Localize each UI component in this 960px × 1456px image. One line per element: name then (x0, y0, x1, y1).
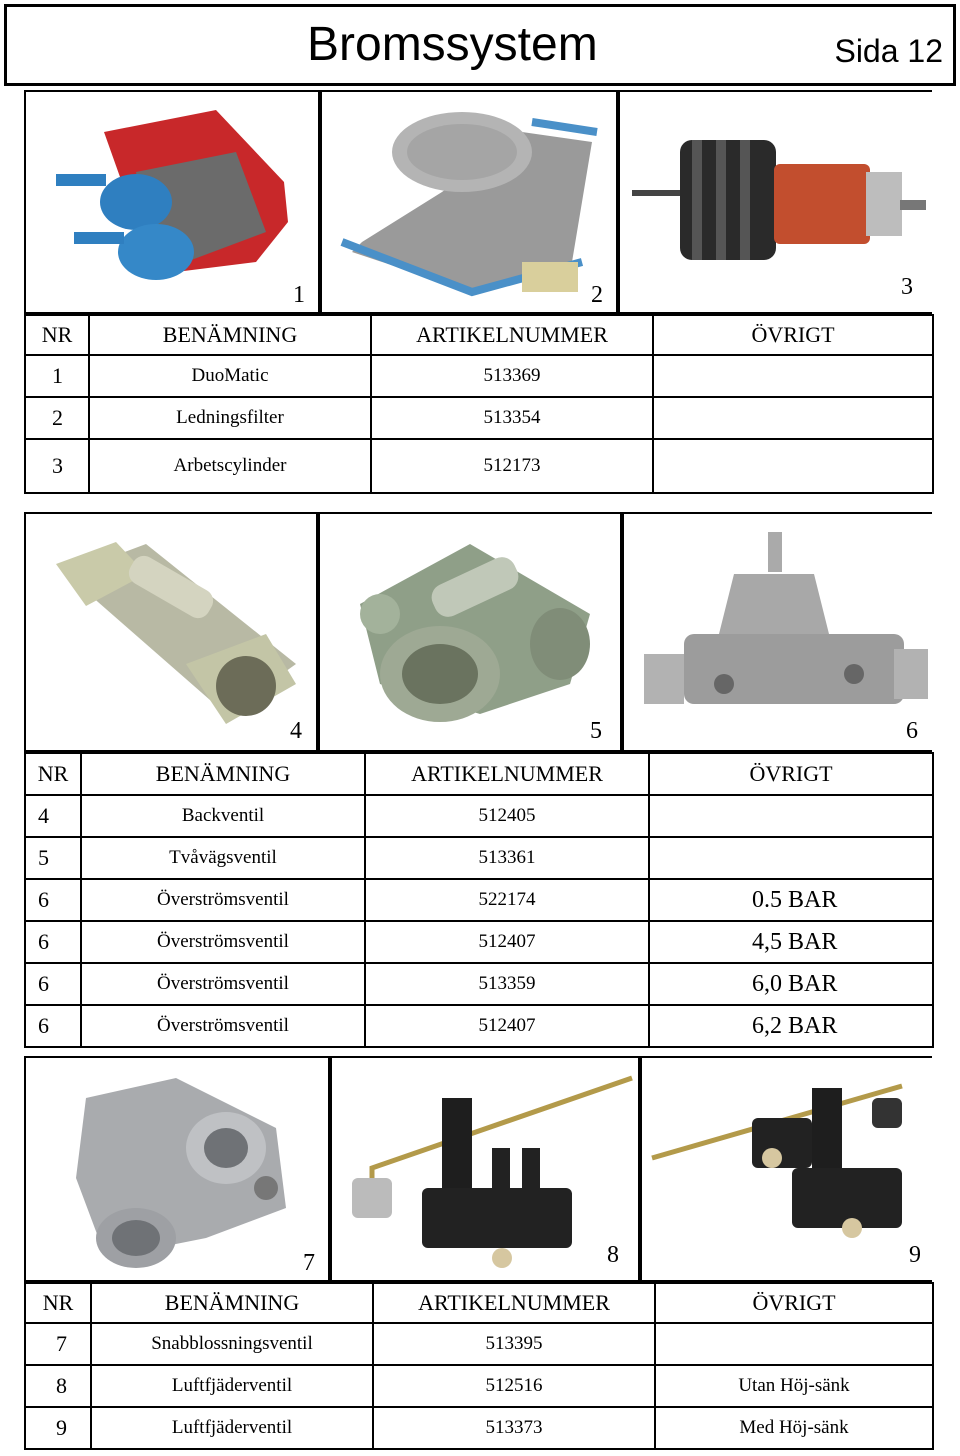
column-header: ÖVRIGT (653, 315, 933, 355)
duomatic-icon (26, 92, 318, 312)
photo-number: 4 (276, 712, 316, 750)
column-header: NR (25, 315, 89, 355)
table-row: 8 Luftfjäderventil 512516 Utan Höj-sänk (25, 1365, 933, 1407)
table-row: 6 Överströmsventil 512407 6,2 BAR (25, 1005, 933, 1047)
photo-9 (638, 1058, 934, 1280)
page-number: Sida 12 (834, 33, 943, 69)
line-filter-icon (322, 92, 620, 312)
parts-table-2 (24, 752, 934, 1048)
work-cylinder-icon (620, 92, 934, 312)
photo-7 (26, 1058, 328, 1280)
photo-number: 9 (896, 1236, 934, 1274)
photo-1 (26, 92, 318, 312)
column-header: ARTIKELNUMMER (371, 315, 653, 355)
photo-8 (328, 1058, 642, 1280)
table-row: 5 Tvåvägsventil 513361 (25, 837, 933, 879)
table-row: 2 Ledningsfilter 513354 (25, 397, 933, 439)
column-header: ÖVRIGT (655, 1283, 933, 1323)
quick-release-valve-icon (26, 1058, 328, 1280)
parts-table-1 (24, 314, 934, 494)
column-header: ARTIKELNUMMER (373, 1283, 655, 1323)
column-header: NR (25, 753, 81, 795)
photo-number: 6 (892, 712, 932, 750)
photo-number: 1 (280, 276, 318, 312)
table-row: 6 Överströmsventil 522174 0.5 BAR (25, 879, 933, 921)
check-valve-icon (26, 514, 316, 750)
table-row: 1 DuoMatic 513369 (25, 355, 933, 397)
column-header: ARTIKELNUMMER (365, 753, 649, 795)
photo-3 (616, 92, 934, 312)
photo-2 (318, 92, 620, 312)
table-row: 3 Arbetscylinder 512173 (25, 439, 933, 493)
photo-5 (316, 514, 624, 750)
table-row: 6 Överströmsventil 512407 4,5 BAR (25, 921, 933, 963)
column-header: NR (25, 1283, 91, 1323)
table-row: 7 Snabblossningsventil 513395 (25, 1323, 933, 1365)
table-row: 9 Luftfjäderventil 513373 Med Höj-sänk (25, 1407, 933, 1449)
table-row: 4 Backventil 512405 (25, 795, 933, 837)
column-header: BENÄMNING (81, 753, 365, 795)
photo-number: 3 (888, 268, 926, 306)
photo-4 (26, 514, 316, 750)
column-header: BENÄMNING (91, 1283, 373, 1323)
photo-6 (620, 514, 934, 750)
photo-number: 5 (576, 712, 616, 750)
photo-number: 8 (594, 1236, 632, 1274)
page-header (4, 4, 956, 86)
photo-strip-2 (24, 512, 932, 752)
page-title: Bromssystem (307, 18, 598, 71)
photo-strip-1 (24, 90, 932, 314)
parts-table-3 (24, 1282, 934, 1450)
table-row: 6 Överströmsventil 513359 6,0 BAR (25, 963, 933, 1005)
photo-number: 2 (578, 276, 616, 312)
photo-strip-3 (24, 1056, 932, 1282)
overflow-valve-icon (624, 514, 934, 750)
column-header: BENÄMNING (89, 315, 371, 355)
column-header: ÖVRIGT (649, 753, 933, 795)
air-suspension-valve-lever-icon (642, 1058, 934, 1280)
photo-number: 7 (290, 1244, 328, 1280)
